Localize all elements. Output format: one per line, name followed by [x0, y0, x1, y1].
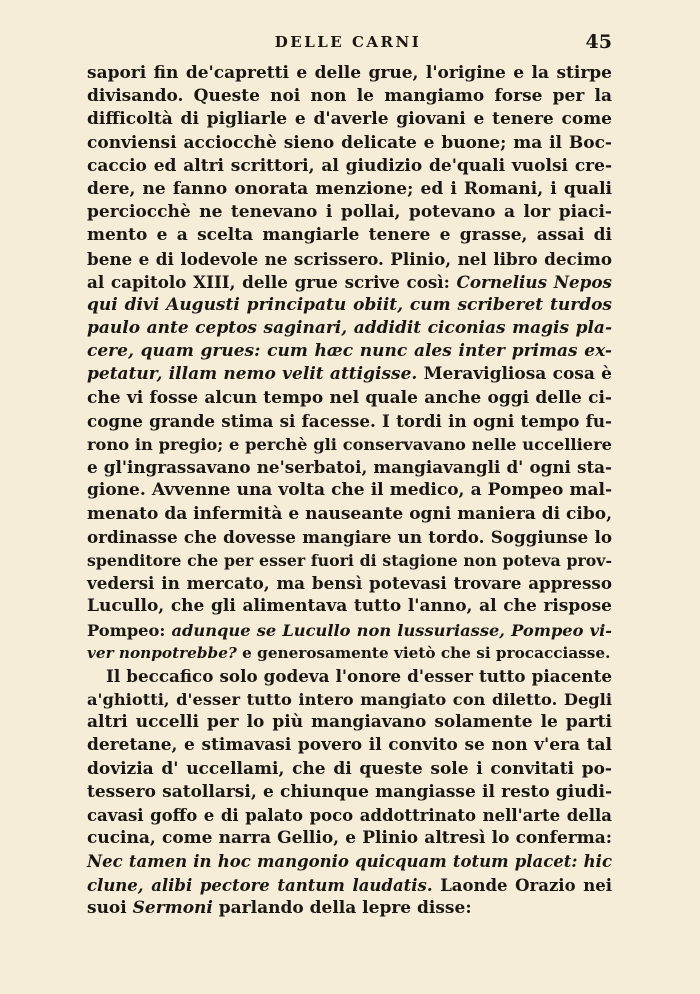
- text-segment: gione. Avvenne una volta che il medico, a Pompeo mal-: [87, 480, 612, 501]
- italic-text-segment: Nec tamen in hoc mangonio quicquam totum placet: hic: [87, 852, 612, 872]
- text-line: [87, 132, 612, 155]
- text-segment: a'ghiotti, d'esser tutto intero mangiato con diletto. Degli: [87, 690, 612, 710]
- text-line: [87, 734, 612, 757]
- text-line: [87, 62, 612, 85]
- text-segment: rono in pregio; e perchè gli conservavano nelle uccelliere: [87, 435, 612, 454]
- text-line: [87, 688, 612, 711]
- text-segment: Lucullo, che gli alimentava tutto l'anno, al che rispose: [87, 596, 612, 617]
- text-line: [87, 804, 612, 827]
- text-line: [87, 549, 612, 572]
- italic-text-segment: paulo ante ceptos saginari, addidit ciconias magis pla-: [87, 318, 612, 339]
- italic-text-segment: petatur, illam nemo velit attigisse.: [87, 364, 418, 385]
- text-segment: dere, ne fanno onorata menzione; ed i Romani, i quali: [87, 178, 612, 199]
- text-line: [87, 387, 612, 410]
- text-line: [87, 248, 612, 271]
- text-segment: bene e di lodevole ne scrissero. Plinio, nel libro decimo: [87, 248, 612, 269]
- text-segment: caccio ed altri scrittori, al giudizio de'quali vuolsi cre-: [87, 155, 612, 176]
- text-segment: sapori fin de'capretti e delle grue, l'origine e la stirpe: [87, 63, 612, 83]
- text-line: [87, 155, 612, 178]
- text-line: [87, 526, 612, 549]
- text-line: [87, 827, 612, 850]
- text-segment: che vi fosse alcun tempo nel quale anche oggi delle ci-: [87, 387, 612, 408]
- text-line: [87, 271, 612, 294]
- text-line: [87, 619, 612, 642]
- text-segment: cavasi goffo e di palato poco addottrinato nell'arte della: [87, 806, 612, 825]
- italic-text-segment: adunque se Lucullo non lussuriasse, Pompeo vi-: [171, 620, 612, 640]
- text-line: [87, 363, 612, 386]
- text-line: [87, 178, 612, 201]
- text-segment: deretane, e stimavasi povero il convito se non v'era tal: [87, 735, 612, 756]
- text-segment: e gl'ingrassavano ne'serbatoi, mangiavangli d' ogni sta-: [87, 457, 612, 478]
- text-segment: dovizia d' uccellami, che di queste sole i convitati po-: [87, 758, 612, 779]
- text-segment: vedersi in mercato, ma bensì potevasi trovare appresso: [87, 573, 612, 594]
- text-line: [87, 410, 612, 433]
- text-line: [87, 781, 612, 804]
- text-segment: cucina, come narra Gellio, e Plinio altresì lo conferma:: [87, 828, 612, 849]
- text-segment: e generosamente vietò che si procacciasse.: [236, 643, 611, 662]
- text-line: [87, 595, 612, 618]
- text-line: [87, 294, 612, 317]
- text-segment: conviensi acciocchè sieno delicate e buone; ma il Boc-: [87, 132, 612, 153]
- text-segment: cogne grande stima si facesse. I tordi in ogni tempo fu-: [87, 410, 612, 431]
- text-line: [87, 642, 612, 665]
- text-segment: divisando. Queste noi non le mangiamo forse per la: [87, 86, 612, 107]
- text-line: [87, 340, 612, 363]
- text-segment: ordinasse che dovesse mangiare un tordo. Soggiunse lo: [87, 526, 612, 547]
- italic-text-segment: Sermoni: [132, 897, 213, 918]
- italic-text-segment: clune, alibi pectore tantum laudatis.: [87, 875, 433, 895]
- text-segment: menato da infermità e nauseante ogni maniera di cibo,: [87, 503, 612, 524]
- text-line: [87, 758, 612, 781]
- text-line: [87, 665, 612, 688]
- text-segment: al capitolo XIII, delle grue scrive così:: [87, 271, 457, 292]
- text-line: [87, 897, 612, 920]
- italic-text-segment: Cornelius Nepos: [456, 271, 612, 292]
- text-line: [87, 479, 612, 502]
- text-segment: parlando della lepre disse:: [212, 897, 472, 918]
- text-line: [87, 572, 612, 595]
- text-segment: Laonde Orazio nei: [432, 875, 612, 895]
- italic-text-segment: cere, quam grues: cum hæc nunc ales inter primas ex-: [87, 341, 612, 362]
- text-segment: Il beccafico solo godeva l'onore d'esser tutto piacente: [106, 665, 612, 686]
- text-segment: suoi: [87, 897, 133, 918]
- italic-text-segment: ver nonpotrebbe?: [87, 643, 237, 662]
- text-segment: mento e a scelta mangiarle tenere e grasse, assai di: [87, 225, 612, 246]
- text-line: [87, 85, 612, 108]
- text-line: [87, 317, 612, 340]
- body-text: [87, 62, 612, 920]
- text-segment: tessero satollarsi, e chiunque mangiasse il resto giudi-: [87, 781, 612, 802]
- text-line: [87, 201, 612, 224]
- text-segment: altri uccelli per lo più mangiavano solamente le parti: [87, 712, 612, 733]
- text-segment: spenditore che per esser fuori di stagione non poteva prov-: [87, 550, 612, 570]
- text-segment: Meravigliosa cosa è: [417, 364, 612, 385]
- running-head: [84, 33, 612, 59]
- text-line: [87, 874, 612, 897]
- text-line: [87, 108, 612, 131]
- text-line: [87, 850, 612, 873]
- page-number: 45: [585, 31, 612, 53]
- text-segment: Pompeo:: [87, 620, 172, 640]
- running-title: DELLE CARNI: [274, 33, 422, 51]
- text-line: [87, 503, 612, 526]
- italic-text-segment: qui divi Augusti principatu obiit, cum scriberet turdos: [87, 294, 612, 315]
- text-line: [87, 433, 612, 456]
- text-line: [87, 456, 612, 479]
- text-line: [87, 711, 612, 734]
- text-segment: perciocchè ne tenevano i pollai, potevano a lor piaci-: [87, 202, 612, 223]
- text-line: [87, 224, 612, 247]
- text-segment: difficoltà di pigliarle e d'averle giovani e tenere come: [87, 109, 612, 130]
